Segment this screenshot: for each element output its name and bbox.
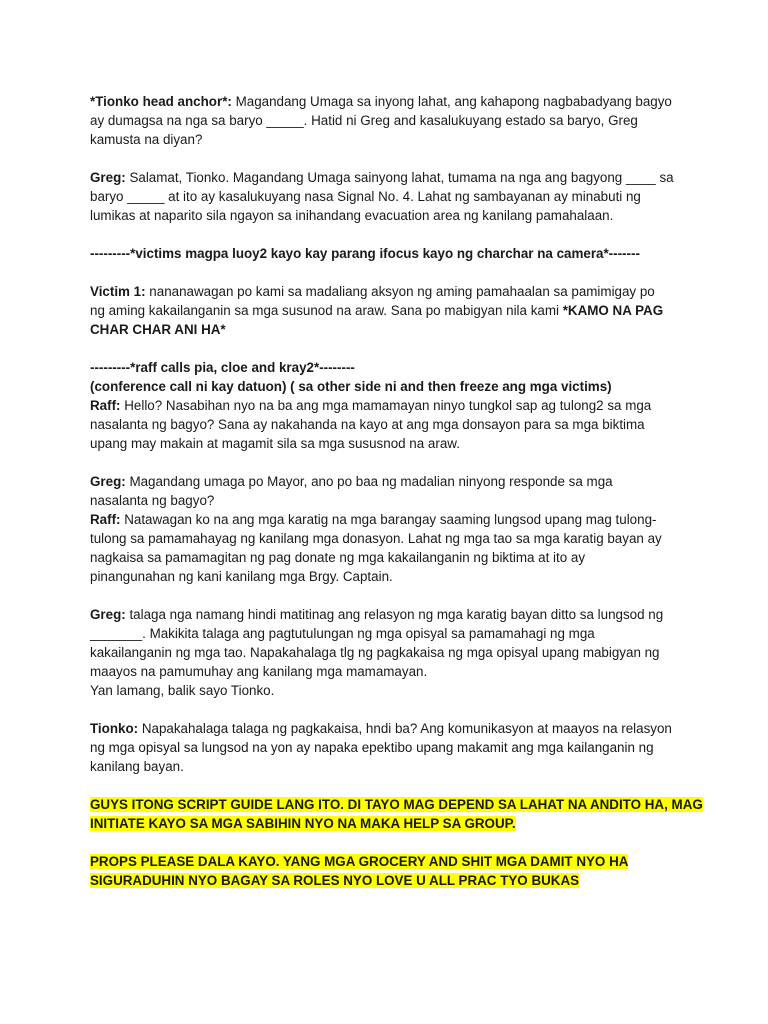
highlighted-note: PROPS PLEASE DALA KAYO. YANG MGA GROCERY AND SHIT MGA DAMIT NYO HA	[90, 854, 629, 869]
script-text	[90, 92, 703, 909]
bold-text: Greg:	[90, 607, 126, 622]
text-line	[90, 795, 703, 814]
text-line	[90, 168, 690, 187]
text-run: Magandang umaga po Mayor, ano po baa ng madalian ninyong responde sa mga	[125, 474, 613, 489]
text-line	[90, 377, 690, 396]
text-run: ay dumagsa na nga sa baryo _____. Hatid ni Greg and kasalukuyang estado sa baryo, Greg	[90, 113, 638, 128]
bold-text: Greg:	[90, 170, 126, 185]
bold-text: Victim 1:	[90, 284, 146, 299]
text-run: Yan lamang, balik sayo Tionko.	[90, 683, 275, 698]
text-line	[90, 472, 690, 491]
bold-text: Greg:	[90, 474, 126, 489]
paragraph	[90, 282, 690, 339]
text-line	[90, 567, 690, 586]
paragraph	[90, 168, 690, 225]
paragraph	[90, 719, 690, 776]
text-run: tulong sa pamamahayag ng kanilang mga donasyon. Lahat ng mga tao sa mga karatig bayan ay	[90, 531, 662, 546]
paragraph	[90, 244, 690, 263]
text-line	[90, 852, 690, 871]
text-run: lumikas at naparito sila ngayon sa inihandang evacuation area ng kanilang pamahalaan.	[90, 208, 614, 223]
paragraph	[90, 472, 690, 586]
text-line	[90, 662, 690, 681]
bold-text: ---------*raff calls pia, cloe and kray2*--------	[90, 360, 355, 375]
text-run: nasalanta ng bagyo?	[90, 493, 215, 508]
text-run: Natawagan ko na ang mga karatig na mga barangay saaming lungsod upang mag tulong-	[120, 512, 657, 527]
text-run: Magandang Umaga sa inyong lahat, ang kahapong nagbabadyang bagyo	[231, 94, 672, 109]
text-line	[90, 491, 690, 510]
text-line	[90, 111, 690, 130]
text-line	[90, 605, 690, 624]
paragraph	[90, 358, 690, 453]
text-run: nagkaisa sa pamamagitan ng pag donate ng mga kakailanganin ng biktima at ito ay	[90, 550, 586, 565]
text-run: pinangunahan ng kani kanilang mga Brgy. Captain.	[90, 569, 393, 584]
text-line	[90, 814, 690, 833]
text-line	[90, 320, 690, 339]
highlighted-note: SIGURADUHIN NYO BAGAY SA ROLES NYO LOVE U ALL PRAC TYO BUKAS	[90, 873, 580, 888]
text-run: nananawagan po kami sa madaliang aksyon ng aming pamahaalan sa pamimigay po	[145, 284, 655, 299]
text-line	[90, 187, 690, 206]
text-line	[90, 719, 690, 738]
text-line	[90, 738, 690, 757]
paragraph	[90, 92, 690, 149]
text-line	[90, 206, 690, 225]
bold-text: Raff:	[90, 512, 121, 527]
text-line	[90, 415, 690, 434]
bold-text: Tionko:	[90, 721, 139, 736]
paragraph	[90, 852, 690, 890]
text-line	[90, 529, 690, 548]
text-line	[90, 757, 690, 776]
bold-text: *KAMO NA PAG	[562, 303, 664, 318]
text-line	[90, 434, 690, 453]
text-run: ng mga opisyal sa lungsod na yon ay napaka epektibo upang makamit ang mga kailanganin ng	[90, 740, 654, 755]
paragraph	[90, 795, 703, 833]
text-run: ng aming kakailanganin sa mga susunod na araw. Sana po mabigyan nila kami	[90, 303, 563, 318]
text-line	[90, 510, 690, 529]
bold-text: *Tionko head anchor*:	[90, 94, 232, 109]
text-run: baryo _____ at ito ay kasalukuyang nasa Signal No. 4. Lahat ng sambayanan ay minabuti ng	[90, 189, 641, 204]
text-run: nasalanta ng bagyo? Sana ay nakahanda na kayo at ang mga donsayon para sa mga biktima	[90, 417, 645, 432]
text-run: _______. Makikita talaga ang pagtutulungan ng mga opisyal sa pamamahagi ng mga	[90, 626, 595, 641]
text-line	[90, 624, 690, 643]
highlighted-note: INITIATE KAYO SA MGA SABIHIN NYO NA MAKA HELP SA GROUP.	[90, 816, 516, 831]
text-line	[90, 548, 690, 567]
text-line	[90, 244, 690, 263]
highlighted-note: GUYS ITONG SCRIPT GUIDE LANG ITO. DI TAYO MAG DEPEND SA LAHAT NA ANDITO HA, MAG	[90, 797, 703, 812]
text-run: Hello? Nasabihan nyo na ba ang mga mamamayan ninyo tungkol sap ag tulong2 sa mga	[120, 398, 652, 413]
text-run: kamusta na diyan?	[90, 132, 203, 147]
text-line	[90, 681, 690, 700]
text-run: Salamat, Tionko. Magandang Umaga sainyong lahat, tumama na nga ang bagyong ____ sa	[125, 170, 674, 185]
text-run: Napakahalaga talaga ng pagkakaisa, hndi ba? Ang komunikasyon at maayos na relasyon	[138, 721, 672, 736]
text-line	[90, 643, 690, 662]
text-run: maayos na pamumuhay ang kanilang mga mamamayan.	[90, 664, 428, 679]
bold-text: (conference call ni kay datuon) ( sa other side ni and then freeze ang mga victims)	[90, 379, 612, 394]
text-run: kakailanganin ng mga tao. Napakahalaga tlg ng pagkakaisa ng mga opisyal upang mabigyan ng	[90, 645, 660, 660]
text-run: upang may makain at magamit sila sa mga sususnod na araw.	[90, 436, 460, 451]
text-run: talaga nga namang hindi matitinag ang relasyon ng mga karatig bayan ditto sa lungsod ng	[125, 607, 664, 622]
text-run: kanilang bayan.	[90, 759, 184, 774]
text-line	[90, 358, 690, 377]
text-line	[90, 301, 690, 320]
bold-text: ---------*victims magpa luoy2 kayo kay parang ifocus kayo ng charchar na camera*-------	[90, 246, 640, 261]
text-line	[90, 92, 690, 111]
text-line	[90, 282, 690, 301]
bold-text: CHAR CHAR ANI HA*	[90, 322, 226, 337]
bold-text: Raff:	[90, 398, 121, 413]
text-line	[90, 130, 690, 149]
text-line	[90, 871, 690, 890]
text-line	[90, 396, 690, 415]
paragraph	[90, 605, 690, 700]
